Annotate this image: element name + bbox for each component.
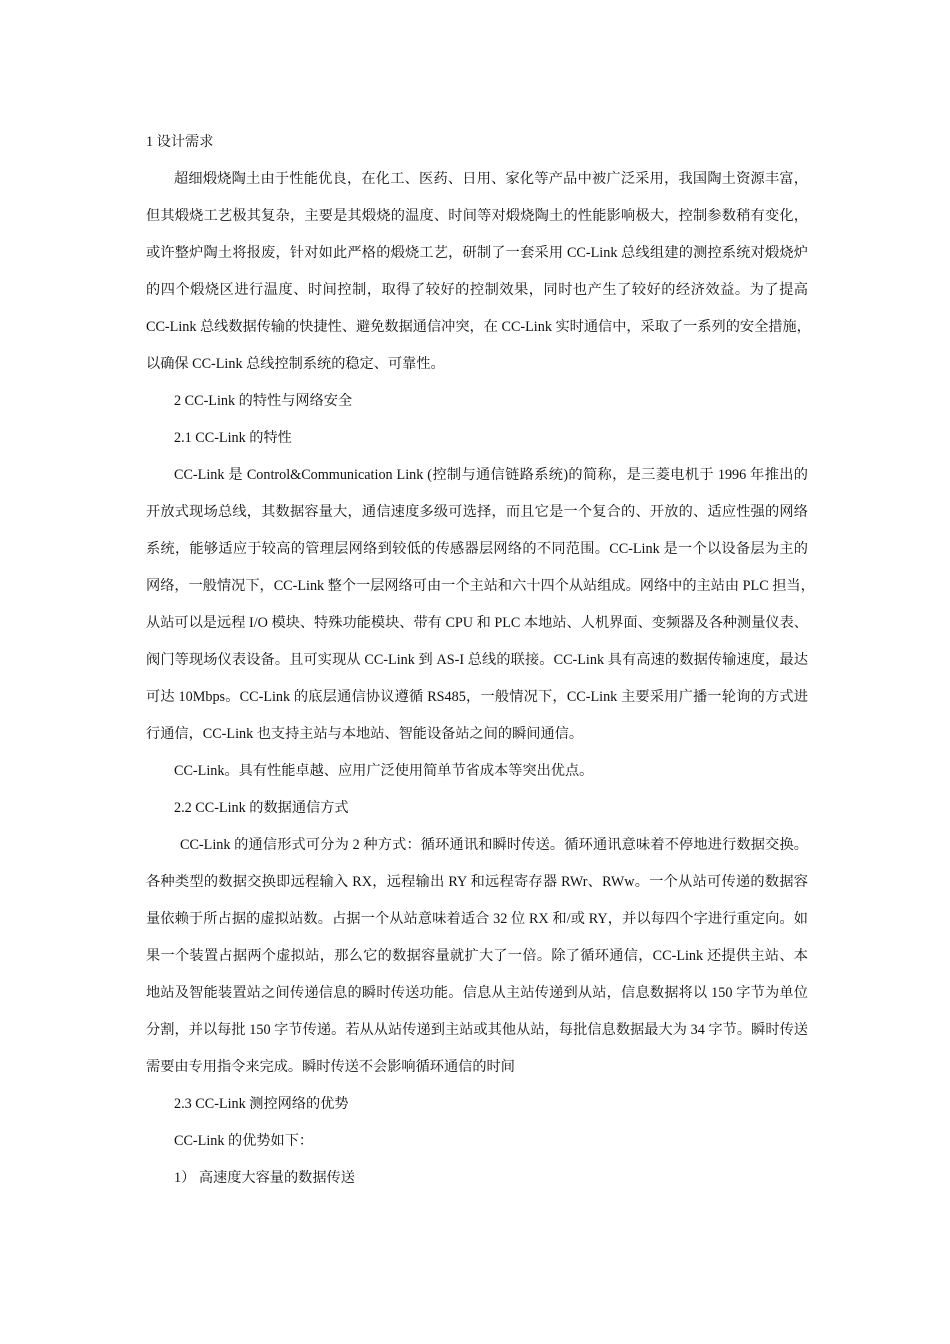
paragraph-line: 以确保 CC-Link 总线控制系统的稳定、可靠性。 — [146, 356, 445, 372]
paragraph-line: CC-Link 的优势如下： — [174, 1133, 314, 1149]
document-page — [146, 124, 815, 1197]
paragraph-line: 从站可以是远程 I/O 模块、特殊功能模块、带有 CPU 和 PLC 本地站、人机界面、变频器及各种测量仪表、 — [146, 615, 808, 631]
paragraph-line: 行通信，CC-Link 也支持主站与本地站、智能设备站之间的瞬间通信。 — [146, 726, 584, 742]
paragraph-line: 各种类型的数据交换即远程输入 RX，远程输出 RY 和远程寄存器 RWr、RWw。一个从站可传递的数据容 — [146, 874, 808, 890]
paragraph-line: 开放式现场总线，其数据容量大，通信速度多级可选择，而且它是一个复合的、开放的、适应性强的网络 — [146, 504, 808, 520]
paragraph-line: 系统，能够适应于较高的管理层网络到较低的传感器层网络的不同范围。CC-Link 是一个以设备层为主的 — [146, 541, 808, 557]
section-2-heading: 2 CC-Link 的特性与网络安全 — [174, 393, 353, 409]
list-item: 1） 高速度大容量的数据传送 — [174, 1170, 355, 1186]
paragraph-line: 或许整炉陶土将报废，针对如此严格的煅烧工艺，研制了一套采用 CC-Link 总线组建的测控系统对煅烧炉 — [146, 245, 808, 261]
paragraph-line: 分割，并以每批 150 字节传递。若从从站传递到主站或其他从站，每批信息数据最大为 34 字节。瞬时传送 — [146, 1022, 808, 1038]
paragraph-line: 量依赖于所占据的虚拟站数。占据一个从站意味着适合 32 位 RX 和/或 RY，并以每四个字进行重定向。如 — [146, 911, 808, 927]
paragraph-line: CC-Link 是 Control&Communication Link (控制与通信链路系统)的简称，是三菱电机于 1996 年推出的 — [174, 467, 808, 483]
paragraph-line: CC-Link 的通信形式可分为 2 种方式：循环通讯和瞬时传送。循环通讯意味着不停地进行数据交换。 — [180, 837, 808, 853]
paragraph-line: 阀门等现场仪表设备。且可实现从 CC-Link 到 AS-I 总线的联接。CC-Link 具有高速的数据传输速度，最达 — [146, 652, 808, 668]
paragraph-line: 果一个装置占据两个虚拟站，那么它的数据容量就扩大了一倍。除了循环通信，CC-Link 还提供主站、本 — [146, 948, 808, 964]
section-1-heading: 1 设计需求 — [146, 134, 214, 150]
paragraph-line: 需要由专用指令来完成。瞬时传送不会影响循环通信的时间 — [146, 1059, 515, 1075]
paragraph-line: 的四个煅烧区进行温度、时间控制，取得了较好的控制效果，同时也产生了较好的经济效益。为了提高 — [146, 282, 808, 298]
paragraph-line: 网络，一般情况下，CC-Link 整个一层网络可由一个主站和六十四个从站组成。网络中的主站由 PLC 担当， — [146, 578, 815, 594]
section-2-1-heading: 2.1 CC-Link 的特性 — [174, 430, 292, 446]
paragraph-line: 可达 10Mbps。CC-Link 的底层通信协议遵循 RS485，一般情况下，CC-Link 主要采用广播一轮询的方式进 — [146, 689, 808, 705]
section-2-2-heading: 2.2 CC-Link 的数据通信方式 — [174, 800, 349, 816]
paragraph-line: CC-Link 总线数据传输的快捷性、避免数据通信冲突，在 CC-Link 实时通信中，采取了一系列的安全措施， — [146, 319, 811, 335]
paragraph-line: 地站及智能装置站之间传递信息的瞬时传送功能。信息从主站传递到从站，信息数据将以 150 字节为单位 — [146, 985, 808, 1001]
section-2-3-heading: 2.3 CC-Link 测控网络的优势 — [174, 1096, 349, 1112]
paragraph-line: CC-Link。具有性能卓越、应用广泛使用简单节省成本等突出优点。 — [174, 763, 594, 779]
paragraph-line: 超细煅烧陶土由于性能优良，在化工、医药、日用、家化等产品中被广泛采用，我国陶土资源丰富， — [174, 171, 808, 187]
paragraph-line: 但其煅烧工艺极其复杂，主要是其煅烧的温度、时间等对煅烧陶土的性能影响极大，控制参数稍有变化， — [146, 208, 808, 224]
